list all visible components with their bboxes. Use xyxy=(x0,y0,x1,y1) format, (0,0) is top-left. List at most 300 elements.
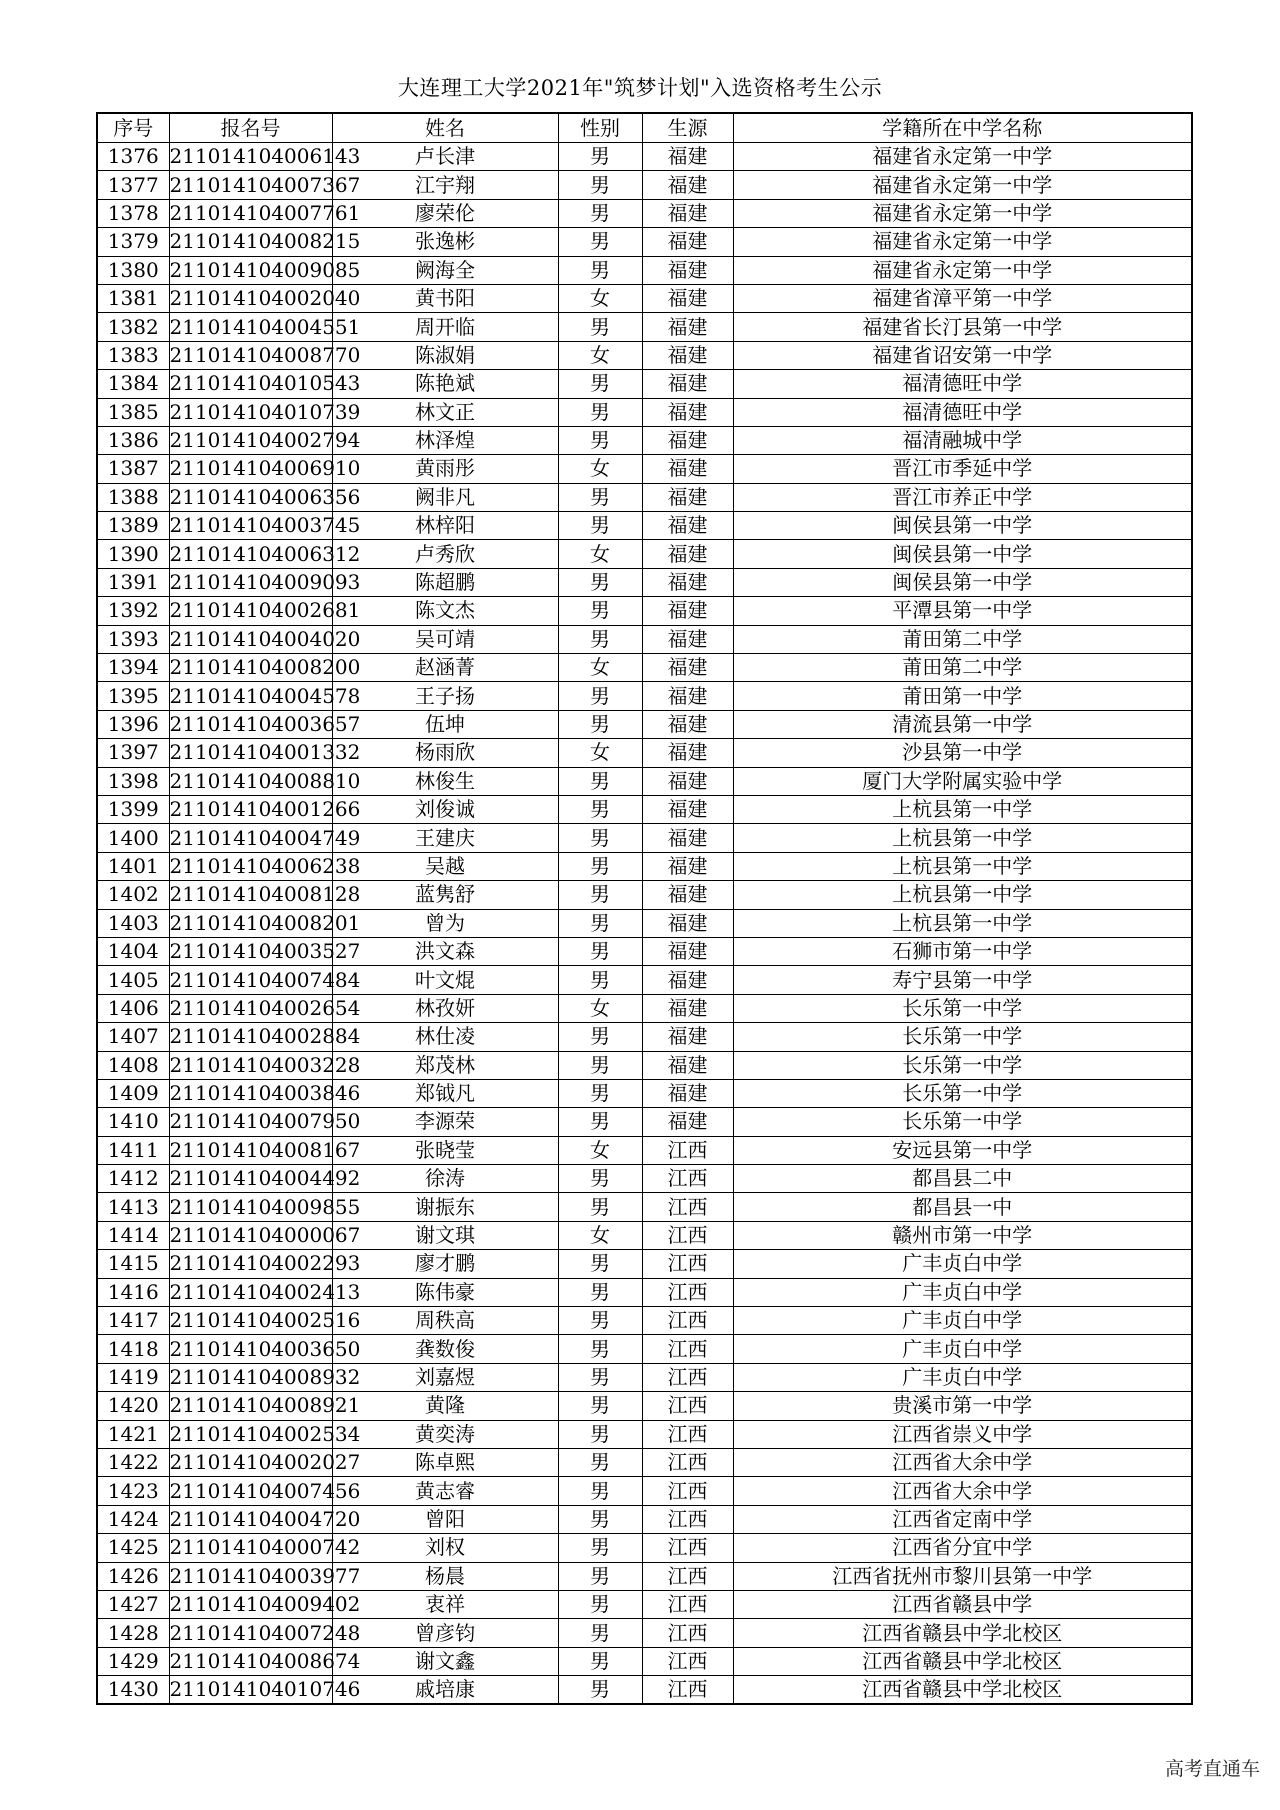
cell-seq: 1421 xyxy=(97,1420,169,1448)
cell-gender: 男 xyxy=(558,1647,642,1675)
cell-origin: 福建 xyxy=(642,966,733,994)
cell-reg-no: 211014104007761 xyxy=(169,199,332,227)
cell-gender: 男 xyxy=(558,1108,642,1136)
cell-gender: 男 xyxy=(558,1051,642,1079)
table-row xyxy=(97,767,1192,795)
table-row xyxy=(97,1590,1192,1618)
cell-reg-no: 211014104010543 xyxy=(169,370,332,398)
cell-origin: 福建 xyxy=(642,228,733,256)
cell-reg-no: 211014104008128 xyxy=(169,881,332,909)
cell-name: 曾为 xyxy=(332,909,558,937)
cell-name: 林文正 xyxy=(332,398,558,426)
cell-gender: 男 xyxy=(558,1079,642,1107)
cell-seq: 1390 xyxy=(97,540,169,568)
cell-origin: 江西 xyxy=(642,1335,733,1363)
cell-name: 陈伟豪 xyxy=(332,1278,558,1306)
table-row xyxy=(97,455,1192,483)
table-row xyxy=(97,370,1192,398)
table-row xyxy=(97,881,1192,909)
cell-seq: 1397 xyxy=(97,739,169,767)
cell-name: 赵涵菁 xyxy=(332,654,558,682)
cell-reg-no: 211014104004492 xyxy=(169,1165,332,1193)
cell-origin: 福建 xyxy=(642,739,733,767)
cell-name: 伍坤 xyxy=(332,710,558,738)
cell-name: 吴可靖 xyxy=(332,625,558,653)
table-row xyxy=(97,1079,1192,1107)
cell-gender: 男 xyxy=(558,398,642,426)
cell-name: 张逸彬 xyxy=(332,228,558,256)
cell-school: 安远县第一中学 xyxy=(733,1136,1192,1164)
cell-origin: 江西 xyxy=(642,1193,733,1221)
cell-origin: 江西 xyxy=(642,1562,733,1590)
cell-name: 黄雨彤 xyxy=(332,455,558,483)
cell-origin: 福建 xyxy=(642,852,733,880)
cell-gender: 女 xyxy=(558,455,642,483)
admission-table xyxy=(96,112,1193,1705)
cell-school: 赣州市第一中学 xyxy=(733,1221,1192,1249)
cell-school: 长乐第一中学 xyxy=(733,1079,1192,1107)
cell-seq: 1402 xyxy=(97,881,169,909)
column-header-seq: 序号 xyxy=(97,113,169,143)
cell-seq: 1392 xyxy=(97,597,169,625)
table-row xyxy=(97,1477,1192,1505)
cell-school: 上杭县第一中学 xyxy=(733,824,1192,852)
cell-school: 福清德旺中学 xyxy=(733,398,1192,426)
cell-gender: 女 xyxy=(558,994,642,1022)
cell-school: 福建省永定第一中学 xyxy=(733,228,1192,256)
table-row xyxy=(97,512,1192,540)
cell-reg-no: 211014104002681 xyxy=(169,597,332,625)
cell-gender: 男 xyxy=(558,228,642,256)
cell-school: 福建省永定第一中学 xyxy=(733,199,1192,227)
cell-school: 长乐第一中学 xyxy=(733,1023,1192,1051)
column-header-school: 学籍所在中学名称 xyxy=(733,113,1192,143)
cell-origin: 福建 xyxy=(642,881,733,909)
cell-gender: 女 xyxy=(558,540,642,568)
cell-seq: 1423 xyxy=(97,1477,169,1505)
cell-origin: 江西 xyxy=(642,1392,733,1420)
cell-reg-no: 211014104008200 xyxy=(169,654,332,682)
cell-name: 林梓阳 xyxy=(332,512,558,540)
cell-gender: 男 xyxy=(558,1307,642,1335)
cell-seq: 1376 xyxy=(97,143,169,171)
cell-school: 上杭县第一中学 xyxy=(733,852,1192,880)
cell-origin: 福建 xyxy=(642,597,733,625)
table-row xyxy=(97,1108,1192,1136)
cell-origin: 江西 xyxy=(642,1534,733,1562)
cell-origin: 江西 xyxy=(642,1420,733,1448)
cell-name: 李源荣 xyxy=(332,1108,558,1136)
cell-seq: 1391 xyxy=(97,568,169,596)
cell-gender: 男 xyxy=(558,1165,642,1193)
cell-name: 刘嘉煜 xyxy=(332,1363,558,1391)
cell-origin: 福建 xyxy=(642,512,733,540)
table-row xyxy=(97,228,1192,256)
cell-name: 卢秀欣 xyxy=(332,540,558,568)
cell-gender: 男 xyxy=(558,1505,642,1533)
cell-origin: 福建 xyxy=(642,625,733,653)
cell-reg-no: 211014104008810 xyxy=(169,767,332,795)
table-row xyxy=(97,710,1192,738)
table-row xyxy=(97,1363,1192,1391)
cell-origin: 江西 xyxy=(642,1619,733,1647)
cell-name: 林仕凌 xyxy=(332,1023,558,1051)
cell-origin: 福建 xyxy=(642,370,733,398)
cell-name: 陈文杰 xyxy=(332,597,558,625)
cell-reg-no: 211014104006238 xyxy=(169,852,332,880)
cell-school: 江西省大余中学 xyxy=(733,1448,1192,1476)
table-header-row xyxy=(97,113,1192,143)
cell-gender: 男 xyxy=(558,1420,642,1448)
cell-name: 谢振东 xyxy=(332,1193,558,1221)
cell-name: 洪文森 xyxy=(332,937,558,965)
cell-seq: 1414 xyxy=(97,1221,169,1249)
cell-seq: 1382 xyxy=(97,313,169,341)
cell-school: 沙县第一中学 xyxy=(733,739,1192,767)
cell-name: 林泽煌 xyxy=(332,426,558,454)
cell-gender: 男 xyxy=(558,1363,642,1391)
cell-name: 陈淑娟 xyxy=(332,341,558,369)
cell-reg-no: 211014104004551 xyxy=(169,313,332,341)
cell-gender: 男 xyxy=(558,171,642,199)
cell-gender: 男 xyxy=(558,1619,642,1647)
cell-name: 黄书阳 xyxy=(332,284,558,312)
cell-name: 曾阳 xyxy=(332,1505,558,1533)
cell-gender: 男 xyxy=(558,1676,642,1705)
cell-gender: 女 xyxy=(558,1136,642,1164)
cell-origin: 福建 xyxy=(642,994,733,1022)
cell-name: 卢长津 xyxy=(332,143,558,171)
cell-school: 上杭县第一中学 xyxy=(733,909,1192,937)
cell-origin: 福建 xyxy=(642,909,733,937)
cell-seq: 1427 xyxy=(97,1590,169,1618)
cell-name: 吴越 xyxy=(332,852,558,880)
table-row xyxy=(97,1335,1192,1363)
cell-reg-no: 211014104008921 xyxy=(169,1392,332,1420)
watermark: 高考直通车 xyxy=(1164,1758,1260,1780)
cell-origin: 福建 xyxy=(642,398,733,426)
cell-name: 阙非凡 xyxy=(332,483,558,511)
cell-reg-no: 211014104004749 xyxy=(169,824,332,852)
cell-school: 江西省分宜中学 xyxy=(733,1534,1192,1562)
cell-gender: 男 xyxy=(558,1448,642,1476)
cell-seq: 1417 xyxy=(97,1307,169,1335)
cell-reg-no: 211014104002794 xyxy=(169,426,332,454)
cell-reg-no: 211014104003650 xyxy=(169,1335,332,1363)
cell-seq: 1393 xyxy=(97,625,169,653)
cell-seq: 1404 xyxy=(97,937,169,965)
cell-reg-no: 211014104003228 xyxy=(169,1051,332,1079)
cell-gender: 男 xyxy=(558,1590,642,1618)
page-title: 大连理工大学2021年"筑梦计划"入选资格考生公示 xyxy=(397,76,883,100)
table-row xyxy=(97,1647,1192,1675)
cell-school: 福清融城中学 xyxy=(733,426,1192,454)
cell-reg-no: 211014104002654 xyxy=(169,994,332,1022)
cell-school: 广丰贞白中学 xyxy=(733,1363,1192,1391)
table-row xyxy=(97,1619,1192,1647)
table-row xyxy=(97,682,1192,710)
cell-gender: 男 xyxy=(558,1562,642,1590)
cell-gender: 男 xyxy=(558,625,642,653)
table-row xyxy=(97,1392,1192,1420)
cell-school: 寿宁县第一中学 xyxy=(733,966,1192,994)
cell-reg-no: 211014104002534 xyxy=(169,1420,332,1448)
cell-reg-no: 211014104000067 xyxy=(169,1221,332,1249)
cell-seq: 1429 xyxy=(97,1647,169,1675)
cell-origin: 江西 xyxy=(642,1221,733,1249)
cell-gender: 男 xyxy=(558,824,642,852)
cell-origin: 江西 xyxy=(642,1278,733,1306)
cell-origin: 福建 xyxy=(642,1108,733,1136)
cell-name: 江宇翔 xyxy=(332,171,558,199)
cell-school: 江西省定南中学 xyxy=(733,1505,1192,1533)
cell-name: 谢文琪 xyxy=(332,1221,558,1249)
cell-school: 上杭县第一中学 xyxy=(733,881,1192,909)
table-row xyxy=(97,199,1192,227)
cell-origin: 江西 xyxy=(642,1590,733,1618)
cell-gender: 男 xyxy=(558,1534,642,1562)
cell-origin: 福建 xyxy=(642,455,733,483)
table-row xyxy=(97,313,1192,341)
cell-school: 晋江市季延中学 xyxy=(733,455,1192,483)
cell-name: 林孜妍 xyxy=(332,994,558,1022)
cell-school: 上杭县第一中学 xyxy=(733,795,1192,823)
cell-seq: 1403 xyxy=(97,909,169,937)
cell-school: 贵溪市第一中学 xyxy=(733,1392,1192,1420)
cell-seq: 1424 xyxy=(97,1505,169,1533)
cell-reg-no: 211014104002027 xyxy=(169,1448,332,1476)
table-row xyxy=(97,568,1192,596)
cell-gender: 男 xyxy=(558,483,642,511)
cell-gender: 男 xyxy=(558,1392,642,1420)
table-row xyxy=(97,398,1192,426)
cell-name: 刘权 xyxy=(332,1534,558,1562)
cell-reg-no: 211014104006143 xyxy=(169,143,332,171)
cell-reg-no: 211014104002040 xyxy=(169,284,332,312)
table-row xyxy=(97,739,1192,767)
cell-school: 晋江市养正中学 xyxy=(733,483,1192,511)
cell-name: 杨晨 xyxy=(332,1562,558,1590)
cell-origin: 福建 xyxy=(642,1051,733,1079)
cell-name: 廖荣伦 xyxy=(332,199,558,227)
cell-school: 闽侯县第一中学 xyxy=(733,568,1192,596)
cell-reg-no: 211014104002884 xyxy=(169,1023,332,1051)
cell-gender: 男 xyxy=(558,199,642,227)
cell-origin: 福建 xyxy=(642,284,733,312)
cell-name: 王建庆 xyxy=(332,824,558,852)
cell-reg-no: 211014104008932 xyxy=(169,1363,332,1391)
cell-name: 杨雨欣 xyxy=(332,739,558,767)
cell-school: 都昌县二中 xyxy=(733,1165,1192,1193)
table-row xyxy=(97,1278,1192,1306)
cell-reg-no: 211014104007367 xyxy=(169,171,332,199)
cell-gender: 男 xyxy=(558,682,642,710)
cell-origin: 江西 xyxy=(642,1505,733,1533)
cell-school: 福建省永定第一中学 xyxy=(733,256,1192,284)
cell-school: 江西省赣县中学北校区 xyxy=(733,1619,1192,1647)
cell-origin: 福建 xyxy=(642,654,733,682)
table-row xyxy=(97,625,1192,653)
cell-gender: 女 xyxy=(558,284,642,312)
cell-name: 徐涛 xyxy=(332,1165,558,1193)
table-row xyxy=(97,1165,1192,1193)
cell-seq: 1389 xyxy=(97,512,169,540)
cell-gender: 男 xyxy=(558,909,642,937)
cell-gender: 男 xyxy=(558,313,642,341)
cell-school: 江西省赣县中学 xyxy=(733,1590,1192,1618)
cell-seq: 1411 xyxy=(97,1136,169,1164)
cell-reg-no: 211014104006356 xyxy=(169,483,332,511)
cell-name: 陈艳斌 xyxy=(332,370,558,398)
table-row xyxy=(97,994,1192,1022)
cell-origin: 江西 xyxy=(642,1676,733,1705)
cell-name: 廖才鹏 xyxy=(332,1250,558,1278)
cell-gender: 男 xyxy=(558,1278,642,1306)
cell-gender: 男 xyxy=(558,1193,642,1221)
cell-reg-no: 211014104008215 xyxy=(169,228,332,256)
cell-origin: 福建 xyxy=(642,199,733,227)
cell-reg-no: 211014104003977 xyxy=(169,1562,332,1590)
cell-name: 张晓莹 xyxy=(332,1136,558,1164)
table-row xyxy=(97,1505,1192,1533)
cell-seq: 1401 xyxy=(97,852,169,880)
cell-gender: 男 xyxy=(558,568,642,596)
cell-gender: 男 xyxy=(558,852,642,880)
cell-reg-no: 211014104003527 xyxy=(169,937,332,965)
cell-seq: 1418 xyxy=(97,1335,169,1363)
cell-reg-no: 211014104001332 xyxy=(169,739,332,767)
cell-school: 福建省漳平第一中学 xyxy=(733,284,1192,312)
cell-name: 郑茂林 xyxy=(332,1051,558,1079)
cell-school: 厦门大学附属实验中学 xyxy=(733,767,1192,795)
cell-reg-no: 211014104007248 xyxy=(169,1619,332,1647)
cell-origin: 福建 xyxy=(642,767,733,795)
cell-reg-no: 211014104010746 xyxy=(169,1676,332,1705)
cell-name: 曾彦钧 xyxy=(332,1619,558,1647)
cell-school: 广丰贞白中学 xyxy=(733,1307,1192,1335)
cell-origin: 江西 xyxy=(642,1307,733,1335)
cell-gender: 男 xyxy=(558,767,642,795)
column-header-origin: 生源 xyxy=(642,113,733,143)
cell-origin: 福建 xyxy=(642,682,733,710)
cell-reg-no: 211014104004020 xyxy=(169,625,332,653)
cell-school: 闽侯县第一中学 xyxy=(733,512,1192,540)
cell-origin: 福建 xyxy=(642,1079,733,1107)
cell-seq: 1419 xyxy=(97,1363,169,1391)
table-row xyxy=(97,1534,1192,1562)
cell-reg-no: 211014104008674 xyxy=(169,1647,332,1675)
cell-school: 清流县第一中学 xyxy=(733,710,1192,738)
cell-origin: 福建 xyxy=(642,426,733,454)
cell-school: 江西省赣县中学北校区 xyxy=(733,1647,1192,1675)
cell-gender: 男 xyxy=(558,143,642,171)
table-row xyxy=(97,1051,1192,1079)
cell-seq: 1394 xyxy=(97,654,169,682)
cell-school: 石狮市第一中学 xyxy=(733,937,1192,965)
cell-name: 衷祥 xyxy=(332,1590,558,1618)
cell-seq: 1425 xyxy=(97,1534,169,1562)
cell-origin: 福建 xyxy=(642,483,733,511)
cell-reg-no: 211014104007484 xyxy=(169,966,332,994)
cell-origin: 福建 xyxy=(642,313,733,341)
cell-gender: 男 xyxy=(558,370,642,398)
cell-seq: 1409 xyxy=(97,1079,169,1107)
cell-school: 都昌县一中 xyxy=(733,1193,1192,1221)
cell-gender: 女 xyxy=(558,1221,642,1249)
cell-gender: 男 xyxy=(558,1335,642,1363)
cell-school: 广丰贞白中学 xyxy=(733,1250,1192,1278)
cell-gender: 男 xyxy=(558,1250,642,1278)
cell-origin: 江西 xyxy=(642,1448,733,1476)
cell-origin: 江西 xyxy=(642,1477,733,1505)
cell-reg-no: 211014104009855 xyxy=(169,1193,332,1221)
cell-school: 闽侯县第一中学 xyxy=(733,540,1192,568)
cell-seq: 1420 xyxy=(97,1392,169,1420)
cell-seq: 1377 xyxy=(97,171,169,199)
cell-reg-no: 211014104000742 xyxy=(169,1534,332,1562)
cell-origin: 福建 xyxy=(642,256,733,284)
cell-gender: 女 xyxy=(558,739,642,767)
cell-origin: 福建 xyxy=(642,1023,733,1051)
cell-origin: 福建 xyxy=(642,341,733,369)
cell-gender: 男 xyxy=(558,256,642,284)
cell-reg-no: 211014104002293 xyxy=(169,1250,332,1278)
cell-school: 江西省赣县中学北校区 xyxy=(733,1676,1192,1705)
cell-name: 陈卓熙 xyxy=(332,1448,558,1476)
cell-origin: 福建 xyxy=(642,171,733,199)
cell-name: 黄奕涛 xyxy=(332,1420,558,1448)
cell-origin: 福建 xyxy=(642,824,733,852)
cell-seq: 1407 xyxy=(97,1023,169,1051)
cell-seq: 1430 xyxy=(97,1676,169,1705)
table-row xyxy=(97,1562,1192,1590)
cell-seq: 1386 xyxy=(97,426,169,454)
cell-reg-no: 211014104003745 xyxy=(169,512,332,540)
cell-school: 长乐第一中学 xyxy=(733,1108,1192,1136)
cell-reg-no: 211014104010739 xyxy=(169,398,332,426)
cell-school: 长乐第一中学 xyxy=(733,994,1192,1022)
cell-reg-no: 211014104002516 xyxy=(169,1307,332,1335)
cell-name: 王子扬 xyxy=(332,682,558,710)
cell-school: 福清德旺中学 xyxy=(733,370,1192,398)
cell-school: 福建省永定第一中学 xyxy=(733,143,1192,171)
cell-school: 莆田第二中学 xyxy=(733,625,1192,653)
table-row xyxy=(97,795,1192,823)
cell-origin: 江西 xyxy=(642,1250,733,1278)
cell-seq: 1380 xyxy=(97,256,169,284)
cell-reg-no: 211014104008201 xyxy=(169,909,332,937)
cell-school: 江西省崇义中学 xyxy=(733,1420,1192,1448)
cell-reg-no: 211014104007456 xyxy=(169,1477,332,1505)
cell-name: 陈超鹏 xyxy=(332,568,558,596)
cell-reg-no: 211014104008167 xyxy=(169,1136,332,1164)
column-header-name: 姓名 xyxy=(332,113,558,143)
table-row xyxy=(97,824,1192,852)
table-row xyxy=(97,937,1192,965)
table-row xyxy=(97,1250,1192,1278)
cell-seq: 1422 xyxy=(97,1448,169,1476)
cell-seq: 1395 xyxy=(97,682,169,710)
table-row xyxy=(97,1193,1192,1221)
cell-reg-no: 211014104006312 xyxy=(169,540,332,568)
cell-seq: 1379 xyxy=(97,228,169,256)
cell-gender: 男 xyxy=(558,512,642,540)
table-body xyxy=(97,143,1192,1705)
cell-seq: 1410 xyxy=(97,1108,169,1136)
cell-name: 林俊生 xyxy=(332,767,558,795)
cell-school: 福建省长汀县第一中学 xyxy=(733,313,1192,341)
cell-reg-no: 211014104009093 xyxy=(169,568,332,596)
